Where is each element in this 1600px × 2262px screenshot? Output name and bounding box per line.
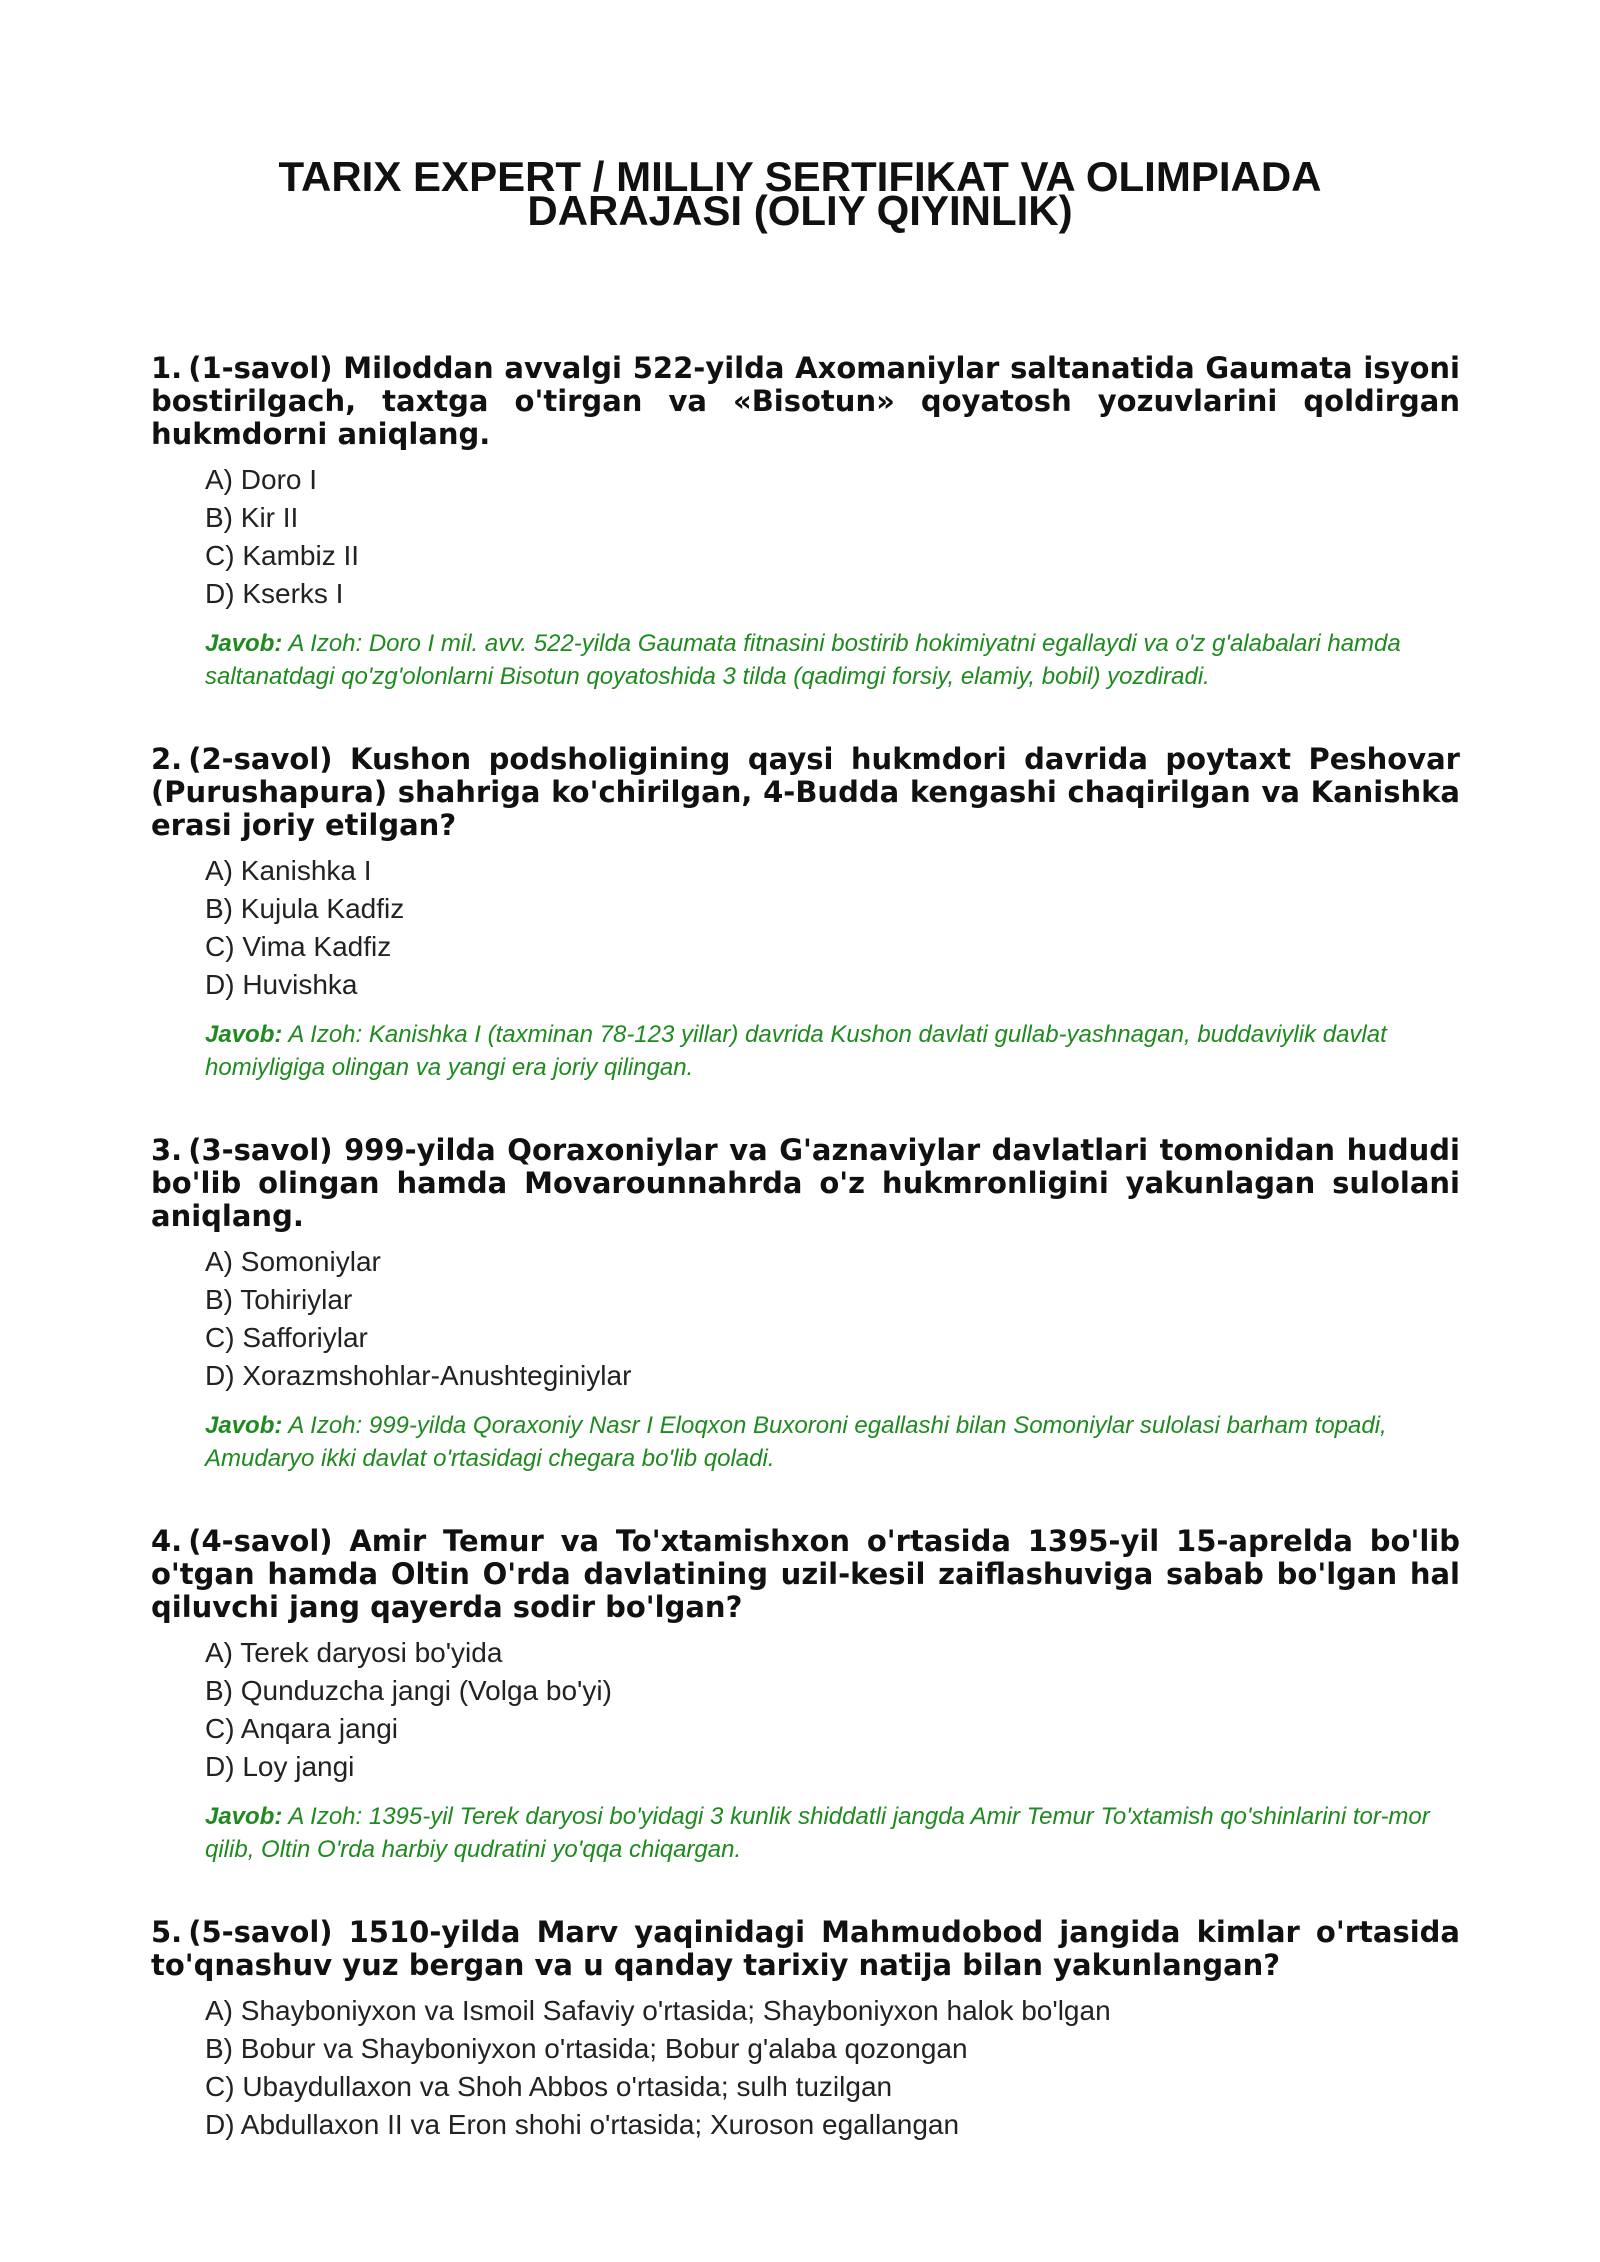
question-list [151, 352, 1460, 2194]
title-line-2: DARAJASI (OLIY QIYINLIK) [527, 187, 1073, 234]
option-a: A) Kanishka I [205, 855, 372, 886]
option-c: C) Safforiylar [205, 1322, 368, 1353]
title-line-1: TARIX EXPERT / MILLIY SERTIFIKAT VA OLIMPIADA [278, 153, 1322, 200]
option-list [205, 461, 1460, 613]
option-d: D) Xorazmshohlar-Anushteginiylar [205, 1360, 632, 1391]
question-1 [151, 352, 1460, 693]
question-2 [151, 743, 1460, 1084]
answer-label: Javob: [205, 1412, 283, 1439]
option-b: B) Kujula Kadfiz [205, 893, 405, 924]
question-number: 3. [151, 1133, 183, 1167]
option-a: A) Shayboniyxon va Ismoil Safaviy o'rtasida; Shayboniyxon halok bo'lgan [205, 1995, 1111, 2026]
answer-label: Javob: [205, 1021, 283, 1048]
question-body: (2-savol) Kushon podsholigining qaysi hukmdori davrida poytaxt Peshovar (Purushapura) shahriga ko'chirilgan, 4-Budda kengashi chaqirilgan va Kanishka erasi joriy etilgan? [151, 742, 1460, 842]
option-list [205, 1243, 1460, 1395]
option-d: D) Kserks I [205, 578, 344, 609]
option-b: B) Kir II [205, 502, 299, 533]
question-body: (5-savol) 1510-yilda Marv yaqinidagi Mahmudobod jangida kimlar o'rtasida to'qnashuv yuz bergan va u qanday tarixiy natija bilan yakunlangan? [151, 1915, 1460, 1982]
option-c: C) Vima Kadfiz [205, 931, 392, 962]
option-d: D) Huvishka [205, 969, 358, 1000]
question-text [151, 1916, 1460, 1982]
option-d: D) Loy jangi [205, 1751, 355, 1782]
question-body: (1-savol) Miloddan avvalgi 522-yilda Axomaniylar saltanatida Gaumata isyoni bostirilgach, taxtga o'tirgan va «Bisotun» qoyatosh yozuvlarini qoldirgan hukmdorni aniqlang. [151, 351, 1460, 451]
option-c: C) Ubaydullaxon va Shoh Abbos o'rtasida; sulh tuzilgan [205, 2071, 893, 2102]
question-number: 5. [151, 1915, 183, 1949]
option-d: D) Abdullaxon II va Eron shohi o'rtasida; Xuroson egallangan [205, 2109, 960, 2140]
question-text [151, 743, 1460, 842]
answer-explanation [205, 627, 1460, 693]
question-3 [151, 1134, 1460, 1475]
option-a: A) Doro I [205, 464, 318, 495]
answer-explanation [205, 1800, 1460, 1866]
option-list [205, 1634, 1460, 1786]
option-b: B) Bobur va Shayboniyxon o'rtasida; Bobur g'alaba qozongan [205, 2033, 968, 2064]
document-title [150, 153, 1450, 234]
answer-text: A Izoh: 999-yilda Qoraxoniy Nasr I Eloqxon Buxoroni egallashi bilan Somoniylar sulolasi barham topadi, Amudaryo ikki davlat o'rtasidagi chegara bo'lib qoladi. [205, 1412, 1387, 1472]
option-list [205, 1992, 1460, 2144]
option-b: B) Qunduzcha jangi (Volga bo'yi) [205, 1675, 612, 1706]
option-a: A) Terek daryosi bo'yida [205, 1637, 503, 1668]
answer-text: A Izoh: Kanishka I (taxminan 78-123 yillar) davrida Kushon davlati gullab-yashnagan, buddaviylik davlat homiyligiga olingan va yangi era joriy qilingan. [205, 1021, 1387, 1081]
answer-explanation [205, 1409, 1460, 1475]
question-4 [151, 1525, 1460, 1866]
answer-label: Javob: [205, 630, 283, 657]
option-a: A) Somoniylar [205, 1246, 381, 1277]
answer-explanation [205, 1018, 1460, 1084]
question-number: 4. [151, 1524, 183, 1558]
question-text [151, 352, 1460, 451]
question-text [151, 1525, 1460, 1624]
question-number: 2. [151, 742, 183, 776]
question-body: (3-savol) 999-yilda Qoraxoniylar va G'aznaviylar davlatlari tomonidan hududi bo'lib olingan hamda Movarounnahrda o'z hukmronligini yakunlagan sulolani aniqlang. [151, 1133, 1460, 1233]
answer-text: A Izoh: 1395-yil Terek daryosi bo'yidagi 3 kunlik shiddatli jangda Amir Temur To'xtamish qo'shinlarini tor-mor qilib, Oltin O'rda harbiy qudratini yo'qqa chiqargan. [205, 1803, 1430, 1863]
answer-label: Javob: [205, 1803, 283, 1830]
question-number: 1. [151, 351, 183, 385]
question-text [151, 1134, 1460, 1233]
option-list [205, 852, 1460, 1004]
option-c: C) Anqara jangi [205, 1713, 399, 1744]
question-body: (4-savol) Amir Temur va To'xtamishxon o'rtasida 1395-yil 15-aprelda bo'lib o'tgan hamda Oltin O'rda davlatining uzil-kesil zaiflashuviga sabab bo'lgan hal qiluvchi jang qayerda sodir bo'lgan? [151, 1524, 1460, 1624]
option-c: C) Kambiz II [205, 540, 360, 571]
option-b: B) Tohiriylar [205, 1284, 353, 1315]
answer-text: A Izoh: Doro I mil. avv. 522-yilda Gaumata fitnasini bostirib hokimiyatni egallaydi va o'z g'alabalari hamda saltanatdagi qo'zg'olonlarni Bisotun qoyatoshida 3 tilda (qadimgi forsiy, elamiy, bobil) yozdiradi. [205, 630, 1401, 690]
question-5 [151, 1916, 1460, 2144]
